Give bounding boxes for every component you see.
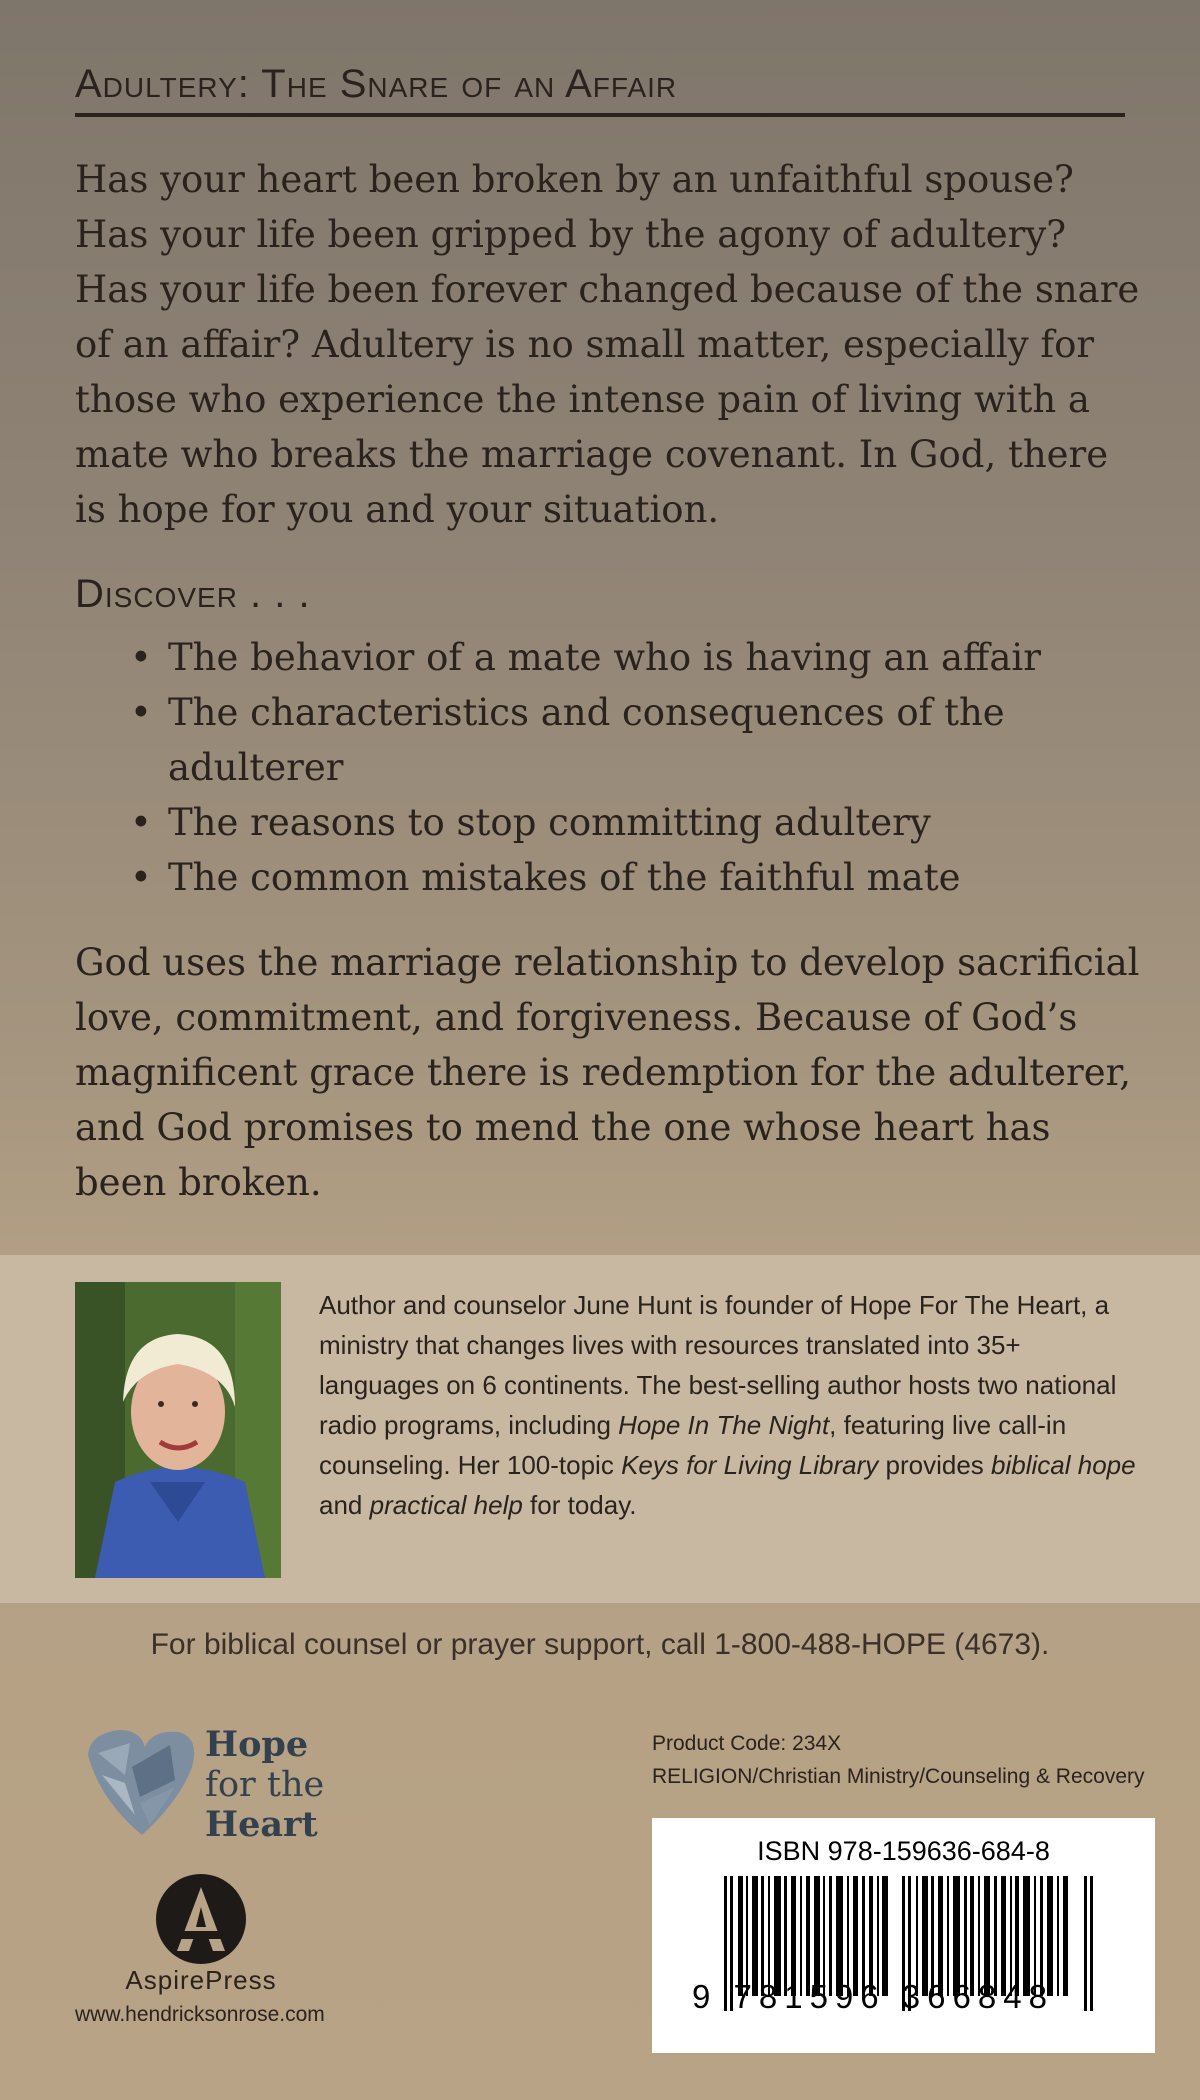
bio-text: for today. <box>522 1490 637 1520</box>
bio-text: Author and counselor June Hunt is founder of Hope For The Heart, a ministry that changes lives with resources translated into 35+ languages on 6 continents. The best-selling author hosts two national radio programs, including <box>319 1290 1117 1440</box>
library-title: Keys for Living Library <box>621 1450 879 1480</box>
logo-line: Heart <box>205 1804 318 1845</box>
bio-text: and <box>319 1490 370 1520</box>
product-info <box>652 1727 1145 1793</box>
isbn-label: ISBN 978-159636-684-8 <box>757 1836 1050 1866</box>
discover-heading: Discover . . . <box>75 572 311 616</box>
title-row <box>75 62 1125 117</box>
intro-paragraph: Has your heart been broken by an unfaithful spouse? Has your life been gripped by the agony of adultery? Has your life been forever changed because of the snare of an affair? Adultery is no small matter, especially for those who experience the intense pain of living with a mate who breaks the marriage covenant. In God, there is hope for you and your situation. <box>75 158 1140 531</box>
barcode-box <box>652 1818 1155 2053</box>
product-code: Product Code: 234X <box>652 1732 842 1755</box>
bio-emphasis: biblical hope <box>991 1450 1136 1480</box>
list-item: • The common mistakes of the faithful mate <box>130 850 1080 905</box>
author-bio <box>319 1285 1139 1525</box>
bio-text: , featuring live call-in counseling. Her 100-topic <box>319 1410 1067 1480</box>
hope-for-the-heart-wordmark <box>205 1725 324 1845</box>
aspire-press-logo-icon <box>155 1873 247 1965</box>
book-category: RELIGION/Christian Ministry/Counseling & Recovery <box>652 1765 1145 1788</box>
phone-line: For biblical counsel or prayer support, call 1-800-488-HOPE (4673). <box>150 1628 1050 1661</box>
discover-list <box>130 630 1080 905</box>
logo-line: for the <box>205 1765 325 1805</box>
author-band <box>0 1255 1200 1603</box>
bio-text: provides <box>878 1450 992 1480</box>
author-portrait-image <box>75 1282 281 1578</box>
author-photo <box>75 1282 281 1578</box>
radio-program-title: Hope In The Night <box>618 1410 830 1440</box>
list-item: • The reasons to stop committing adultery <box>130 795 1080 850</box>
logo-line: Hope <box>205 1724 309 1765</box>
list-item: • The behavior of a mate who is having an affair <box>130 630 1080 685</box>
bio-emphasis: practical help <box>369 1490 523 1520</box>
barcode-number: 9 781596 366848 <box>692 1978 1054 2015</box>
book-title: Adultery: The Snare of an Affair <box>75 62 678 106</box>
publisher-website: www.hendricksonrose.com <box>75 2003 325 2026</box>
publisher-name: AspirePress <box>125 1965 277 1995</box>
list-item: • The characteristics and consequences of the adulterer <box>130 685 1080 795</box>
closing-paragraph: God uses the marriage relationship to develop sacrificial love, commitment, and forgiveness. Because of God’s magnificent grace there is redemption for the adulterer, and God promises to mend the one whose heart has been broken. <box>75 941 1140 1204</box>
